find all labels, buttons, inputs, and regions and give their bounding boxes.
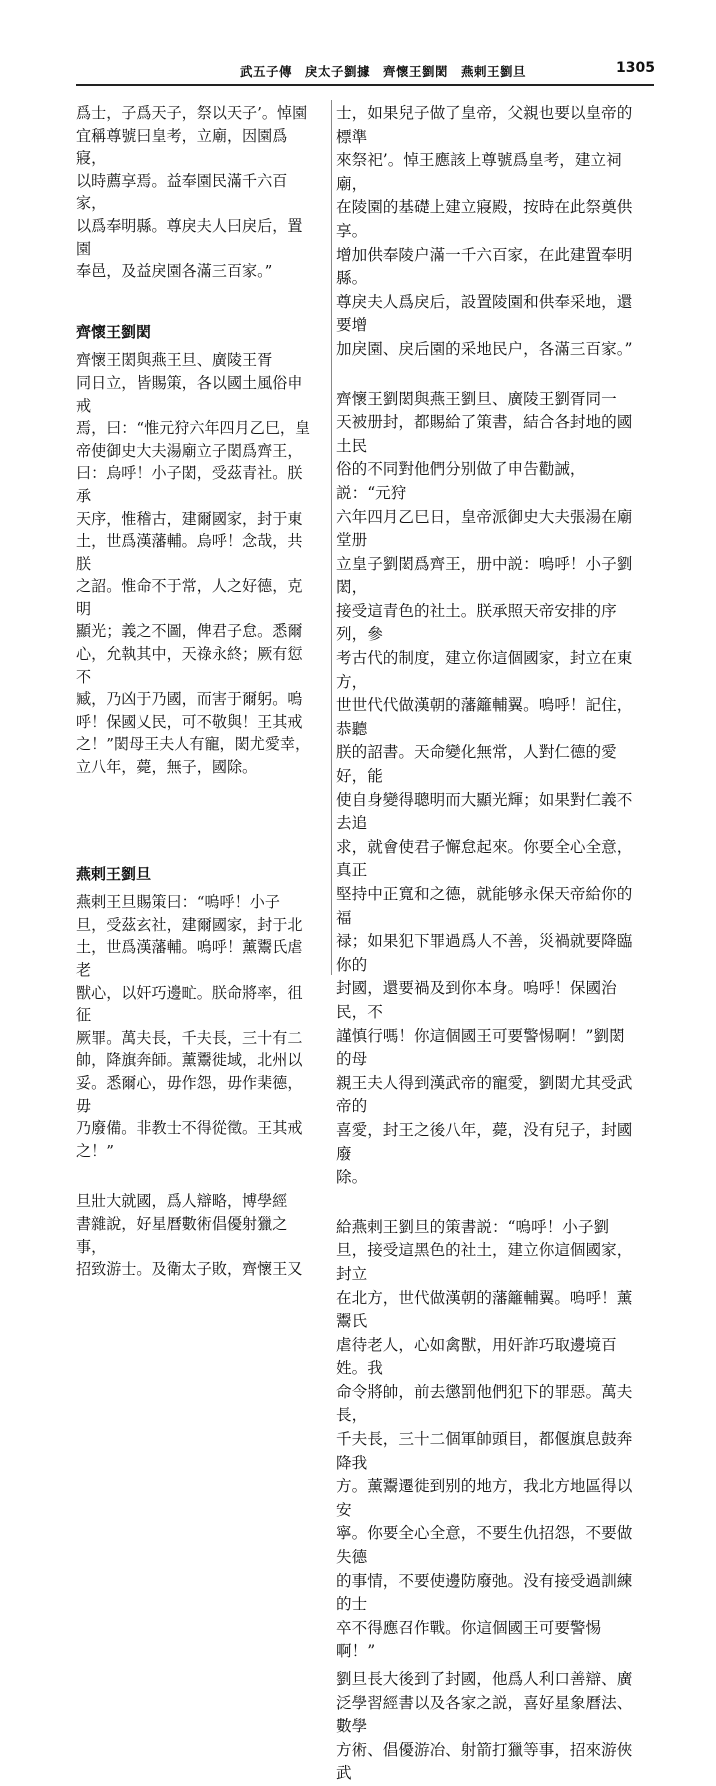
- translation-paragraph-1: 士，如果兒子做了皇帝，父親也要以皇帝的標準 來祭祀’。悼王應該上尊號爲皇考，建立祠廟， 在陵園的基礎上建立寢殿，按時在此祭奠供享。 增加供奉陵户滿一千六百家，在此建置奉明縣。 尊戾夫人爲戾后，設置陵園和供奉采地，還要增 加戾園、戾后園的采地民户，各滿三百家。”: [336, 104, 633, 358]
- original-paragraph-2: 齊懷王閎與燕王旦、廣陵王胥 同日立，皆賜策，各以國土風俗申戒 焉，曰：“惟元狩六年四月乙巳，皇 帝使御史大夫湯廟立子閎爲齊王， 曰：烏呼！小子閎，受茲青社。朕承 天序，惟稽古，建爾國家，封于東 土，世爲漢藩輔。烏呼！念哉，共朕 之詔。惟命不于常，人之好德，克明 顯光；義之不圖，俾君子怠。悉爾 心，允執其中，天祿永終；厥有愆不 臧，乃凶于乃國，而害于爾躬。嗚 呼！保國乂民，可不敬與！王其戒 之！”閎母王夫人有寵，閎尤愛幸， 立八年，薨，無子，國除。: [76, 351, 311, 777]
- running-head: 武五子傳 戾太子劉據 齊懷王劉閎 燕剌王劉旦: [240, 64, 527, 79]
- translation-paragraph-3: 給燕剌王劉旦的策書説：“嗚呼！小子劉 旦，接受這黑色的社土，建立你這個國家，封立 在北方，世代做漢朝的藩籬輔翼。嗚呼！薰鬻氏 虐待老人，心如禽獸，用奸詐巧取邊境百姓。我 命令將帥，前去懲罰他們犯下的罪惡。萬夫長， 千夫長，三十二個軍帥頭目，都偃旗息鼓奔降我 方。薰鬻遷徙到别的地方，我北方地區得以安 寧。你要全心全意，不要生仇招怨，不要做失德 的事情，不要使邊防廢弛。没有接受過訓練的士 卒不得應召作戰。你這個國王可要警惕啊！”: [336, 1217, 633, 1661]
- translation-paragraph-4: 劉旦長大後到了封國，他爲人利口善辯、廣 泛學習經書以及各家之説，喜好星象曆法、數學 方術、倡優游冶、射箭打獵等事，招來游俠武: [336, 1670, 633, 1783]
- section-heading-qi: 齊懷王劉閎: [76, 322, 152, 341]
- translation-paragraph-2: 齊懷王劉閎與燕王劉旦、廣陵王劉胥同一 天被册封，都賜給了策書，結合各封地的國土民 俗的不同對他們分别做了申告勸誡，説：“元狩 六年四月乙巳日，皇帝派御史大夫張湯在廟堂册 立皇子劉閎爲齊王，册中説：嗚呼！小子劉閎， 接受這青色的社土。朕承照天帝安排的序列，參 考古代的制度，建立你這個國家，封立在東方， 世世代代做漢朝的藩籬輔翼。嗚呼！記住，恭聽 朕的詔書。天命變化無常，人對仁德的愛好，能 使自身變得聰明而大顯光輝；如果對仁義不去追 求，就會使君子懈怠起來。你要全心全意，真正 堅持中正寬和之德，就能够永保天帝給你的福 禄；如果犯下罪過爲人不善，災禍就要降臨你的 封國，還要禍及到你本身。嗚呼！保國治民，不 謹慎行嗎！你這個國王可要警惕啊！”劉閎的母 親王夫人得到漢武帝的寵愛，劉閎尤其受武帝的 喜愛，封王之後八年，薨，没有兒子，封國廢 除。: [336, 389, 633, 1187]
- original-text-column: [76, 102, 312, 1281]
- original-paragraph-3: 燕剌王旦賜策曰：“嗚呼！小子 旦，受茲玄社，建爾國家，封于北 土，世爲漢藩輔。嗚呼！薰鬻氏虐老 獸心，以奸巧邊甿。朕命將率，徂征 厥罪。萬夫長，千夫長，三十有二 帥，降旗奔師。薰鬻徙域，北州以 妥。悉爾心，毋作怨，毋作棐德，毋 乃廢備。非教士不得從徵。王其戒 之！”: [76, 893, 303, 1160]
- original-paragraph-1: 爲士，子爲天子，祭以天子’。悼園 宜稱尊號曰皇考，立廟，因園爲寢， 以時薦享焉。益奉園民滿千六百家， 以爲奉明縣。尊戾夫人曰戾后，置園 奉邑，及益戾園各滿三百家。”: [76, 104, 308, 281]
- spacer: [336, 362, 636, 388]
- spacer: [76, 779, 312, 863]
- spacer: [76, 283, 312, 321]
- original-paragraph-4: 旦壯大就國，爲人辯略，博學經 書雜說，好星曆數術倡優射獵之事， 招致游士。及衛太子敗，齊懷王又: [76, 1192, 303, 1279]
- column-divider: [331, 100, 332, 975]
- page-number: 1305: [616, 60, 655, 76]
- header-rule: [76, 84, 654, 86]
- spacer: [76, 1162, 312, 1190]
- section-heading-yan: 燕剌王劉旦: [76, 864, 152, 883]
- translation-column: [336, 102, 636, 1786]
- spacer: [336, 1190, 636, 1216]
